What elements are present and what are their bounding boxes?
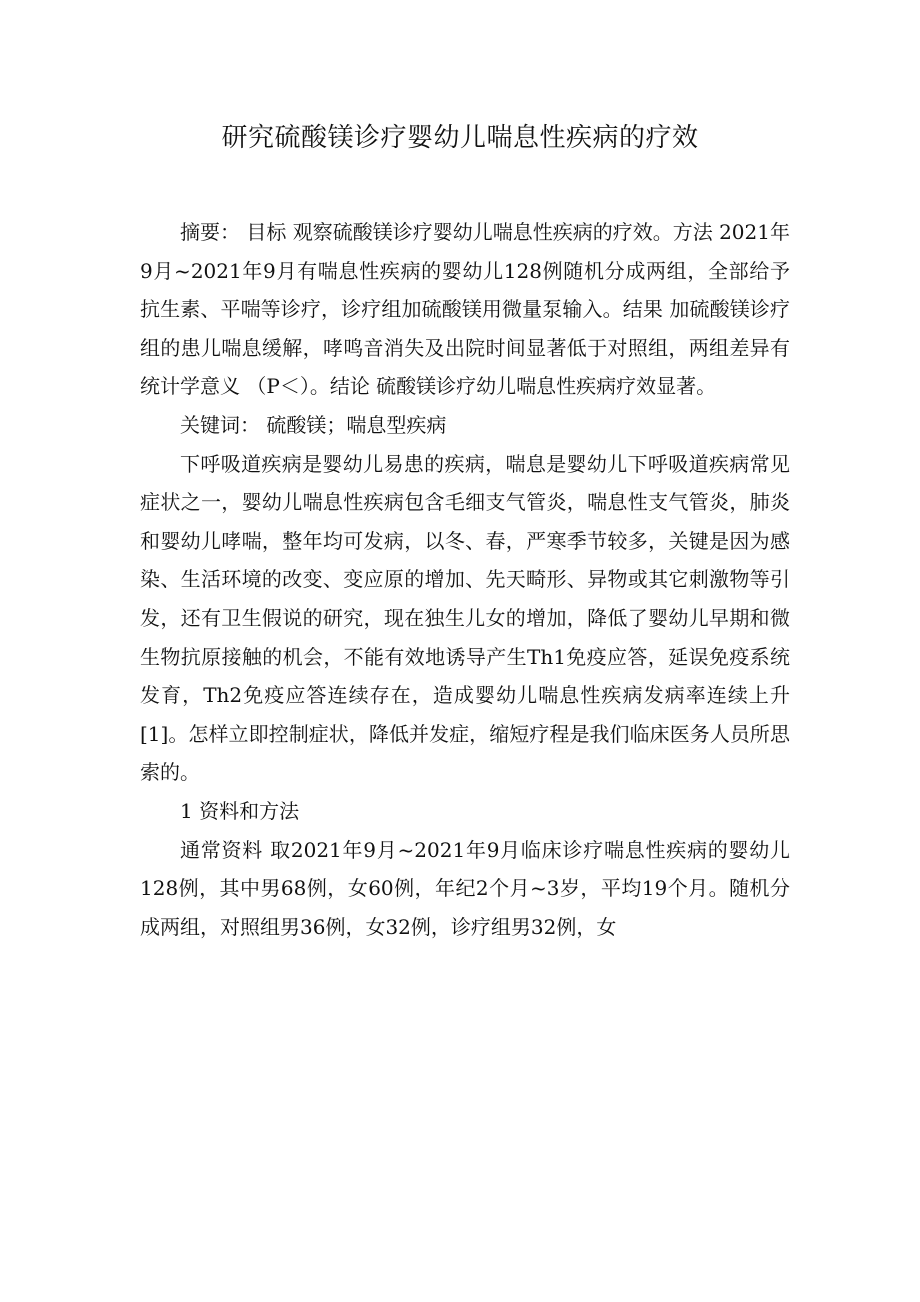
intro-paragraph: 下呼吸道疾病是婴幼儿易患的疾病，喘息是婴幼儿下呼吸道疾病常见症状之一，婴幼儿喘息性疾病包含毛细支气管炎，喘息性支气管炎，肺炎和婴幼儿哮喘，整年均可发病，以冬、春，严寒季节较多，关键是因为感染、生活环境的改变、变应原的增加、先天畸形、异物或其它刺激物等引发，还有卫生假说的研究，现在独生儿女的增加，降低了婴幼儿早期和微生物抗原接触的机会，不能有效地诱导产生Th1免疫应答，延误免疫系统发育，Th2免疫应答连续存在，造成婴幼儿喘息性疾病发病率连续上升 [1]。怎样立即控制症状，降低并发症，缩短疗程是我们临床医务人员所思索的。 <box>140 451 790 785</box>
abstract-paragraph: 摘要： 目标 观察硫酸镁诊疗婴幼儿喘息性疾病的疗效。方法 2021年9月~2021年9月有喘息性疾病的婴幼儿128例随机分成两组，全部给予抗生素、平喘等诊疗，诊疗组加硫酸镁用微量泵输入。结果 加硫酸镁诊疗组的患儿喘息缓解，哮鸣音消失及出院时间显著低于对照组，两组差异有统计学意义 （P＜）。结论 硫酸镁诊疗幼儿喘息性疾病疗效显著。 <box>140 220 790 399</box>
keywords-paragraph: 关键词： 硫酸镁；喘息型疾病 <box>180 412 447 437</box>
general-data-paragraph: 通常资料 取2021年9月~2021年9月临床诊疗喘息性疾病的婴幼儿128例，其中男68例，女60例，年纪2个月~3岁，平均19个月。随机分成两组，对照组男36例，女32例，诊疗组男32例，女 <box>140 837 790 939</box>
section-heading: 1 资料和方法 <box>180 798 300 823</box>
document-title: 研究硫酸镁诊疗婴幼儿喘息性疾病的疗效 <box>221 123 699 153</box>
document-body <box>140 213 790 946</box>
